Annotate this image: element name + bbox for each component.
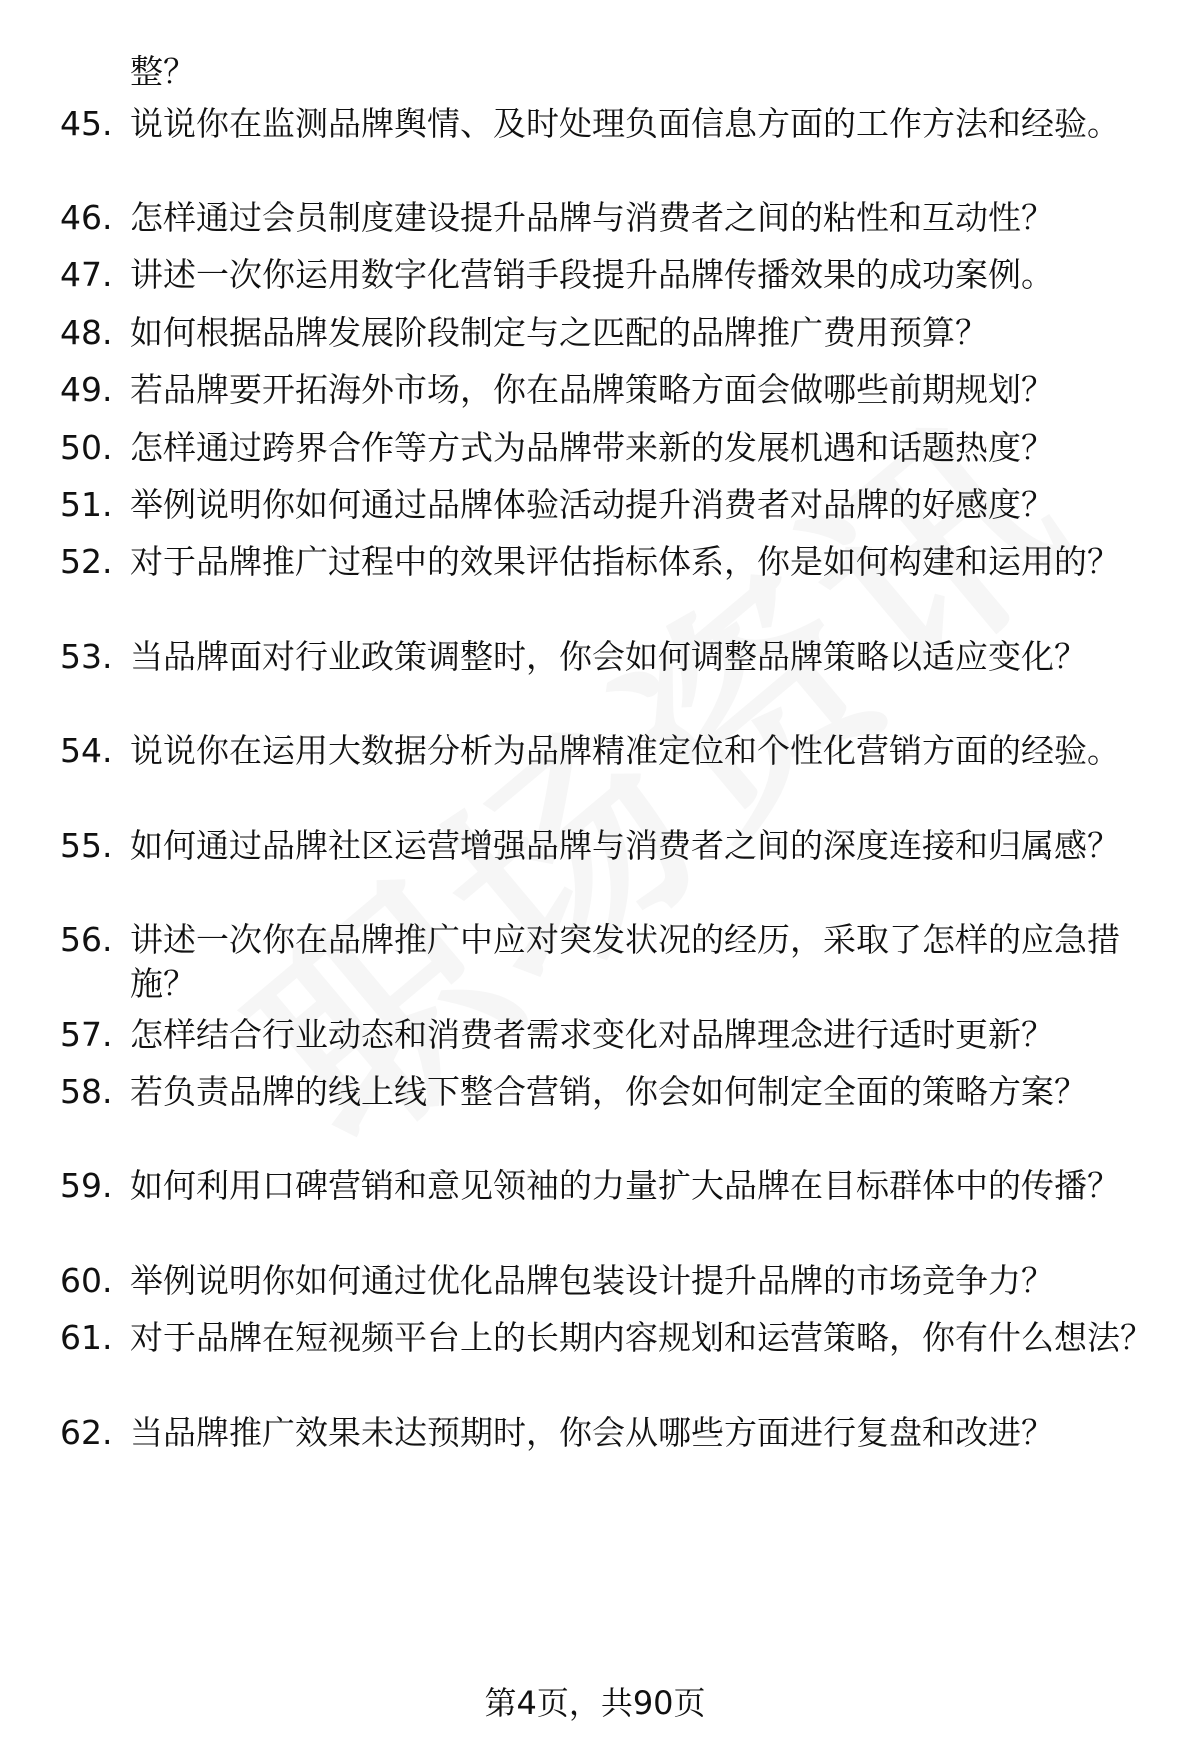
question-number: 59. [60,1166,113,1205]
question-number: 56. [60,920,113,959]
question-number: 57. [60,1015,113,1054]
question-text: 如何利用口碑营销和意见领袖的力量扩大品牌在目标群体中的传播？ [130,1166,1120,1205]
question-text: 怎样通过会员制度建设提升品牌与消费者之间的粘性和互动性？ [130,198,1054,237]
question-text: 若品牌要开拓海外市场，你在品牌策略方面会做哪些前期规划？ [130,370,1054,409]
page-footer: 第4页，共90页 [484,1684,706,1722]
question-text: 举例说明你如何通过品牌体验活动提升消费者对品牌的好感度？ [130,485,1054,524]
question-number: 53. [60,637,113,676]
continued-text: 整？ [130,52,196,91]
question-text: 说说你在监测品牌舆情、及时处理负面信息方面的工作方法和经验。 [130,104,1120,143]
question-text: 怎样结合行业动态和消费者需求变化对品牌理念进行适时更新？ [130,1015,1054,1054]
question-text: 当品牌推广效果未达预期时，你会从哪些方面进行复盘和改进？ [130,1413,1054,1452]
question-text: 举例说明你如何通过优化品牌包装设计提升品牌的市场竞争力？ [130,1261,1054,1300]
question-number: 46. [60,198,113,237]
question-number: 49. [60,370,113,409]
question-number: 61. [60,1318,113,1357]
question-number: 55. [60,826,113,865]
question-number: 52. [60,542,113,581]
question-number: 58. [60,1072,113,1111]
question-number: 54. [60,731,113,770]
question-text: 对于品牌在短视频平台上的长期内容规划和运营策略，你有什么想法？ [130,1318,1153,1357]
question-text: 说说你在运用大数据分析为品牌精准定位和个性化营销方面的经验。 [130,731,1120,770]
question-text: 讲述一次你运用数字化营销手段提升品牌传播效果的成功案例。 [130,255,1054,294]
question-text: 若负责品牌的线上线下整合营销，你会如何制定全面的策略方案？ [130,1072,1087,1111]
question-text: 讲述一次你在品牌推广中应对突发状况的经历，采取了怎样的应急措施？ [130,920,1120,1003]
question-text: 如何根据品牌发展阶段制定与之匹配的品牌推广费用预算？ [130,313,988,352]
question-text: 当品牌面对行业政策调整时，你会如何调整品牌策略以适应变化？ [130,637,1087,676]
question-number: 48. [60,313,113,352]
question-text: 怎样通过跨界合作等方式为品牌带来新的发展机遇和话题热度？ [130,428,1054,467]
question-number: 51. [60,485,113,524]
question-number: 47. [60,255,113,294]
question-text: 如何通过品牌社区运营增强品牌与消费者之间的深度连接和归属感？ [130,826,1120,865]
question-text: 对于品牌推广过程中的效果评估指标体系，你是如何构建和运用的？ [130,542,1120,581]
question-number: 50. [60,428,113,467]
question-number: 62. [60,1413,113,1452]
question-number: 45. [60,104,113,143]
question-number: 60. [60,1261,113,1300]
